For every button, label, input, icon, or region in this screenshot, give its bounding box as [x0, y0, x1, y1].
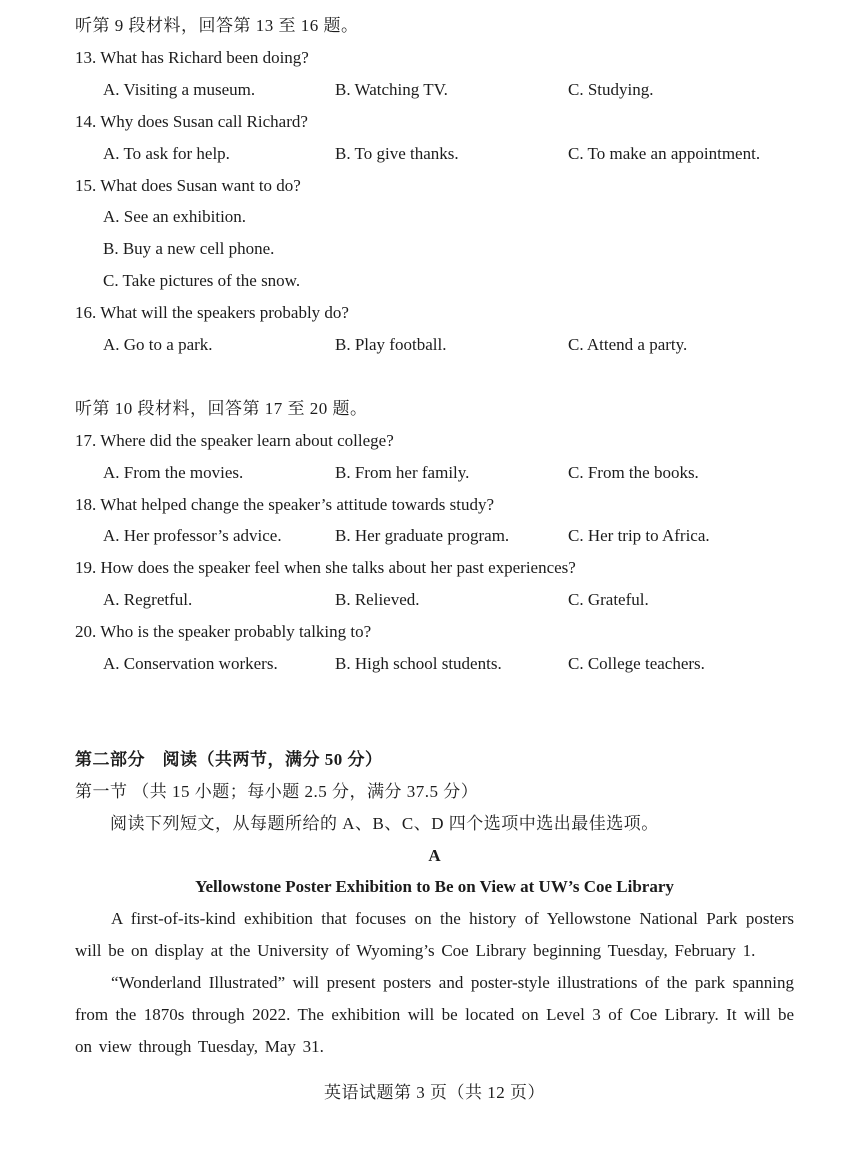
question-14-options — [75, 138, 794, 170]
question-15-text: 15. What does Susan want to do? — [75, 175, 301, 195]
question-15-option-a: A. See an exhibition. — [103, 207, 247, 227]
page-content — [75, 10, 794, 1109]
question-20-option-a: A. Conservation workers. — [103, 654, 278, 674]
question-18-option-a: A. Her professor’s advice. — [103, 526, 282, 546]
question-16-option-b: B. Play football. — [335, 335, 447, 355]
question-14-option-c: C. To make an appointment. — [568, 143, 761, 163]
question-17-option-b: B. From her family. — [335, 462, 470, 482]
question-15 — [75, 170, 794, 298]
question-17-options — [75, 457, 794, 489]
question-19-option-a: A. Regretful. — [103, 590, 193, 610]
question-14-option-a: A. To ask for help. — [103, 143, 230, 163]
question-17-option-c: C. From the books. — [568, 462, 699, 482]
question-19 — [75, 552, 794, 616]
question-13-option-a: A. Visiting a museum. — [103, 79, 256, 99]
question-13 — [75, 42, 794, 106]
reading-part-heading: 第二部分 阅读（共两节，满分 50 分） — [75, 749, 383, 769]
question-17-text: 17. Where did the speaker learn about college? — [75, 430, 394, 450]
question-14-text: 14. Why does Susan call Richard? — [75, 111, 308, 131]
question-17 — [75, 425, 794, 489]
passage-paragraph-2: “Wonderland Illustrated” will present posters and poster-style illustrations of the park spanning from the 1870s through 2022. The exhibition will be located on Level 3 of Coe Library. It will be on view through Tuesday, May 31. — [75, 973, 794, 1056]
question-14-option-b: B. To give thanks. — [335, 143, 459, 163]
blank-line — [75, 361, 794, 393]
question-18-text: 18. What helped change the speaker’s attitude towards study? — [75, 494, 495, 514]
question-19-option-c: C. Grateful. — [568, 590, 649, 610]
listening-section9-intro: 听第 9 段材料，回答第 13 至 16 题。 — [75, 16, 359, 35]
reading-section-heading: 第一节 （共 15 小题；每小题 2.5 分，满分 37.5 分） — [75, 781, 479, 801]
passage-label: A — [428, 845, 441, 865]
question-18 — [75, 489, 794, 553]
question-17-option-a: A. From the movies. — [103, 462, 244, 482]
listening-section10-intro: 听第 10 段材料，回答第 17 至 20 题。 — [75, 398, 368, 418]
page-footer: 英语试题第 3 页（共 12 页） — [324, 1082, 545, 1102]
question-18-option-c: C. Her trip to Africa. — [568, 526, 710, 546]
passage-paragraph-1: A first-of-its-kind exhibition that focuses on the history of Yellowstone National Park posters will be on display at the University of Wyoming’s Coe Library beginning Tuesday, February 1. — [75, 909, 794, 961]
question-20-text: 20. Who is the speaker probably talking to? — [75, 622, 372, 642]
blank-lines — [75, 680, 794, 744]
question-18-option-b: B. Her graduate program. — [335, 526, 510, 546]
question-16-option-c: C. Attend a party. — [568, 335, 688, 355]
reading-instruction: 阅读下列短文，从每题所给的 A、B、C、D 四个选项中选出最佳选项。 — [110, 813, 659, 833]
question-13-options — [75, 74, 794, 106]
question-20-option-b: B. High school students. — [335, 654, 502, 674]
question-20-options — [75, 648, 794, 680]
question-16-text: 16. What will the speakers probably do? — [75, 303, 349, 323]
question-18-options — [75, 520, 794, 552]
passage-title: Yellowstone Poster Exhibition to Be on View at UW’s Coe Library — [195, 877, 674, 897]
question-13-option-b: B. Watching TV. — [335, 79, 448, 99]
question-20 — [75, 616, 794, 680]
question-15-option-b: B. Buy a new cell phone. — [103, 239, 275, 259]
question-15-option-c: C. Take pictures of the snow. — [103, 271, 301, 291]
question-16-option-a: A. Go to a park. — [103, 335, 213, 355]
question-16 — [75, 297, 794, 361]
question-13-text: 13. What has Richard been doing? — [75, 47, 309, 67]
question-20-option-c: C. College teachers. — [568, 654, 705, 674]
question-19-options — [75, 584, 794, 616]
question-16-options — [75, 329, 794, 361]
question-14 — [75, 106, 794, 170]
question-19-text: 19. How does the speaker feel when she talks about her past experiences? — [75, 558, 576, 578]
question-19-option-b: B. Relieved. — [335, 590, 420, 610]
question-13-option-c: C. Studying. — [568, 79, 654, 99]
